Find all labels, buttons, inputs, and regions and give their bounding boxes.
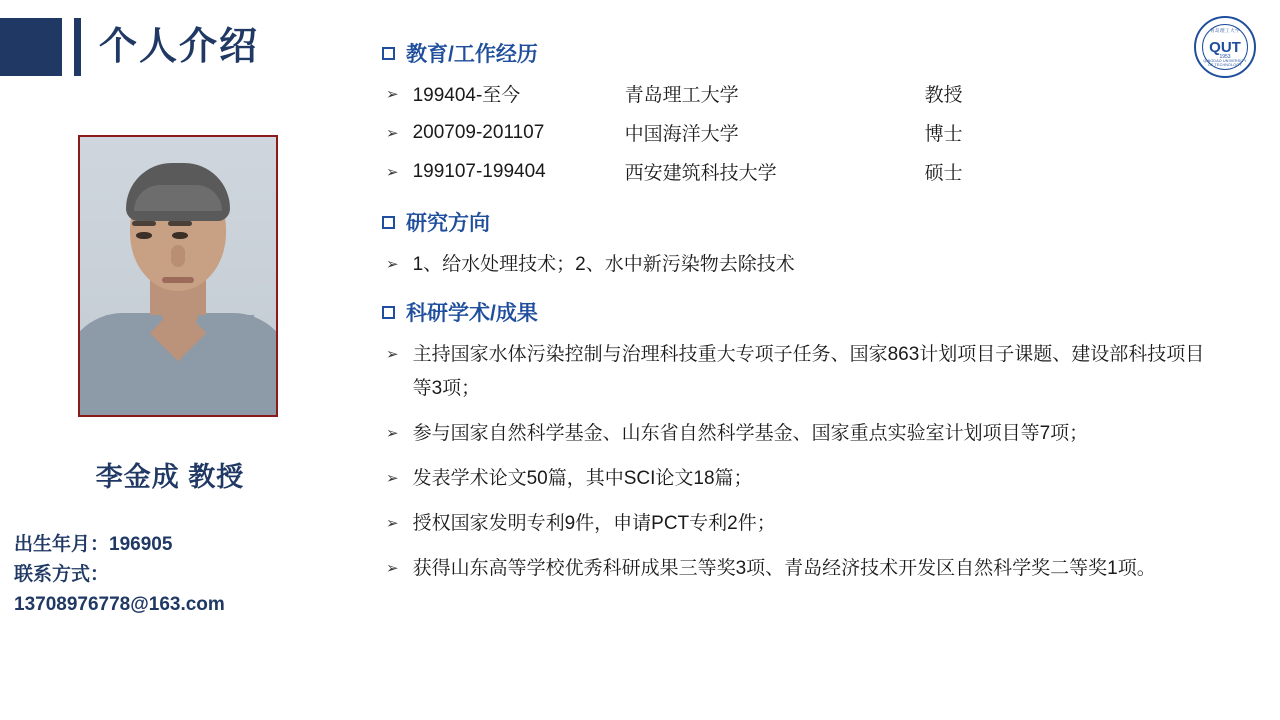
main-content xyxy=(382,38,1242,597)
arrow-bullet-icon: ➢ xyxy=(386,256,399,273)
arrow-bullet-icon: ➢ xyxy=(386,515,399,532)
education-date: 199107-199404 xyxy=(412,160,546,182)
table-row xyxy=(386,80,1242,107)
contact-label-row: 联系方式： xyxy=(14,564,110,585)
logo-top-text: 青岛理工大学 xyxy=(1210,28,1240,33)
section-header-research xyxy=(382,207,1242,237)
photo-brow-left xyxy=(132,221,156,226)
photo-mouth xyxy=(162,277,194,283)
list-item xyxy=(386,507,1242,541)
logo-bottom-text: QINGDAO UNIVERSITY OF TECHNOLOGY xyxy=(1203,59,1247,67)
section-header-achievements xyxy=(382,297,1242,327)
photo-nose xyxy=(171,245,185,267)
list-item xyxy=(386,462,1242,496)
education-degree: 博士 xyxy=(924,124,963,145)
section-title-research: 研究方向 xyxy=(406,212,490,235)
logo-center-mark: QUT xyxy=(1209,38,1241,56)
list-item-text: 获得山东高等学校优秀科研成果三等奖3项、青岛经济技术开发区自然科学奖二等奖1项。 xyxy=(412,558,1156,579)
table-row xyxy=(386,119,1242,146)
arrow-bullet-icon: ➢ xyxy=(386,470,399,487)
square-bullet-icon xyxy=(382,306,395,319)
arrow-bullet-icon: ➢ xyxy=(386,85,399,103)
section-header-education xyxy=(382,38,1242,68)
list-item-text: 1、给水处理技术；2、水中新污染物去除技术 xyxy=(412,254,795,275)
education-org: 中国海洋大学 xyxy=(624,124,739,145)
education-date: 199404-至今 xyxy=(412,85,521,106)
profile-details xyxy=(14,530,344,620)
list-item xyxy=(386,552,1242,586)
education-org: 青岛理工大学 xyxy=(624,85,739,106)
education-date: 200709-201107 xyxy=(412,121,545,143)
contact-value-row: 13708976778@163.com xyxy=(14,594,225,615)
page-title: 个人介绍 xyxy=(99,26,260,68)
arrow-bullet-icon: ➢ xyxy=(386,163,399,181)
photo-eye-right xyxy=(172,232,188,239)
list-item xyxy=(386,248,1242,282)
birth-row xyxy=(14,530,344,560)
education-degree: 硕士 xyxy=(924,163,963,184)
section-title-education: 教育/工作经历 xyxy=(406,43,538,66)
birth-value: 196905 xyxy=(109,534,173,555)
logo-year: 1953 xyxy=(1219,54,1231,60)
arrow-bullet-icon: ➢ xyxy=(386,425,399,442)
title-decoration-bar xyxy=(74,18,81,76)
square-bullet-icon xyxy=(382,216,395,229)
page-title-block xyxy=(0,18,259,76)
title-decoration-square xyxy=(0,18,62,76)
photo-eye-left xyxy=(136,232,152,239)
list-item-text: 发表学术论文50篇，其中SCI论文18篇； xyxy=(412,468,753,489)
arrow-bullet-icon: ➢ xyxy=(386,124,399,142)
table-row xyxy=(386,158,1242,185)
arrow-bullet-icon: ➢ xyxy=(386,346,399,363)
spacer xyxy=(382,197,1242,207)
photo-brow-right xyxy=(168,221,192,226)
square-bullet-icon xyxy=(382,47,395,60)
section-title-achievements: 科研学术/成果 xyxy=(406,302,538,325)
list-item-text: 授权国家发明专利9件，申请PCT专利2件； xyxy=(412,513,776,534)
list-item xyxy=(386,338,1242,406)
education-org: 西安建筑科技大学 xyxy=(624,163,777,184)
birth-label: 出生年月： xyxy=(14,534,110,555)
education-degree: 教授 xyxy=(924,85,963,106)
list-item xyxy=(386,417,1242,451)
profile-photo xyxy=(78,135,278,417)
arrow-bullet-icon: ➢ xyxy=(386,560,399,577)
list-item-text: 主持国家水体污染控制与治理科技重大专项子任务、国家863计划项目子课题、建设部科技项目等3项； xyxy=(412,344,1205,399)
list-item-text: 参与国家自然科学基金、山东省自然科学基金、国家重点实验室计划项目等7项； xyxy=(412,423,1089,444)
profile-name: 李金成 教授 xyxy=(95,462,245,492)
